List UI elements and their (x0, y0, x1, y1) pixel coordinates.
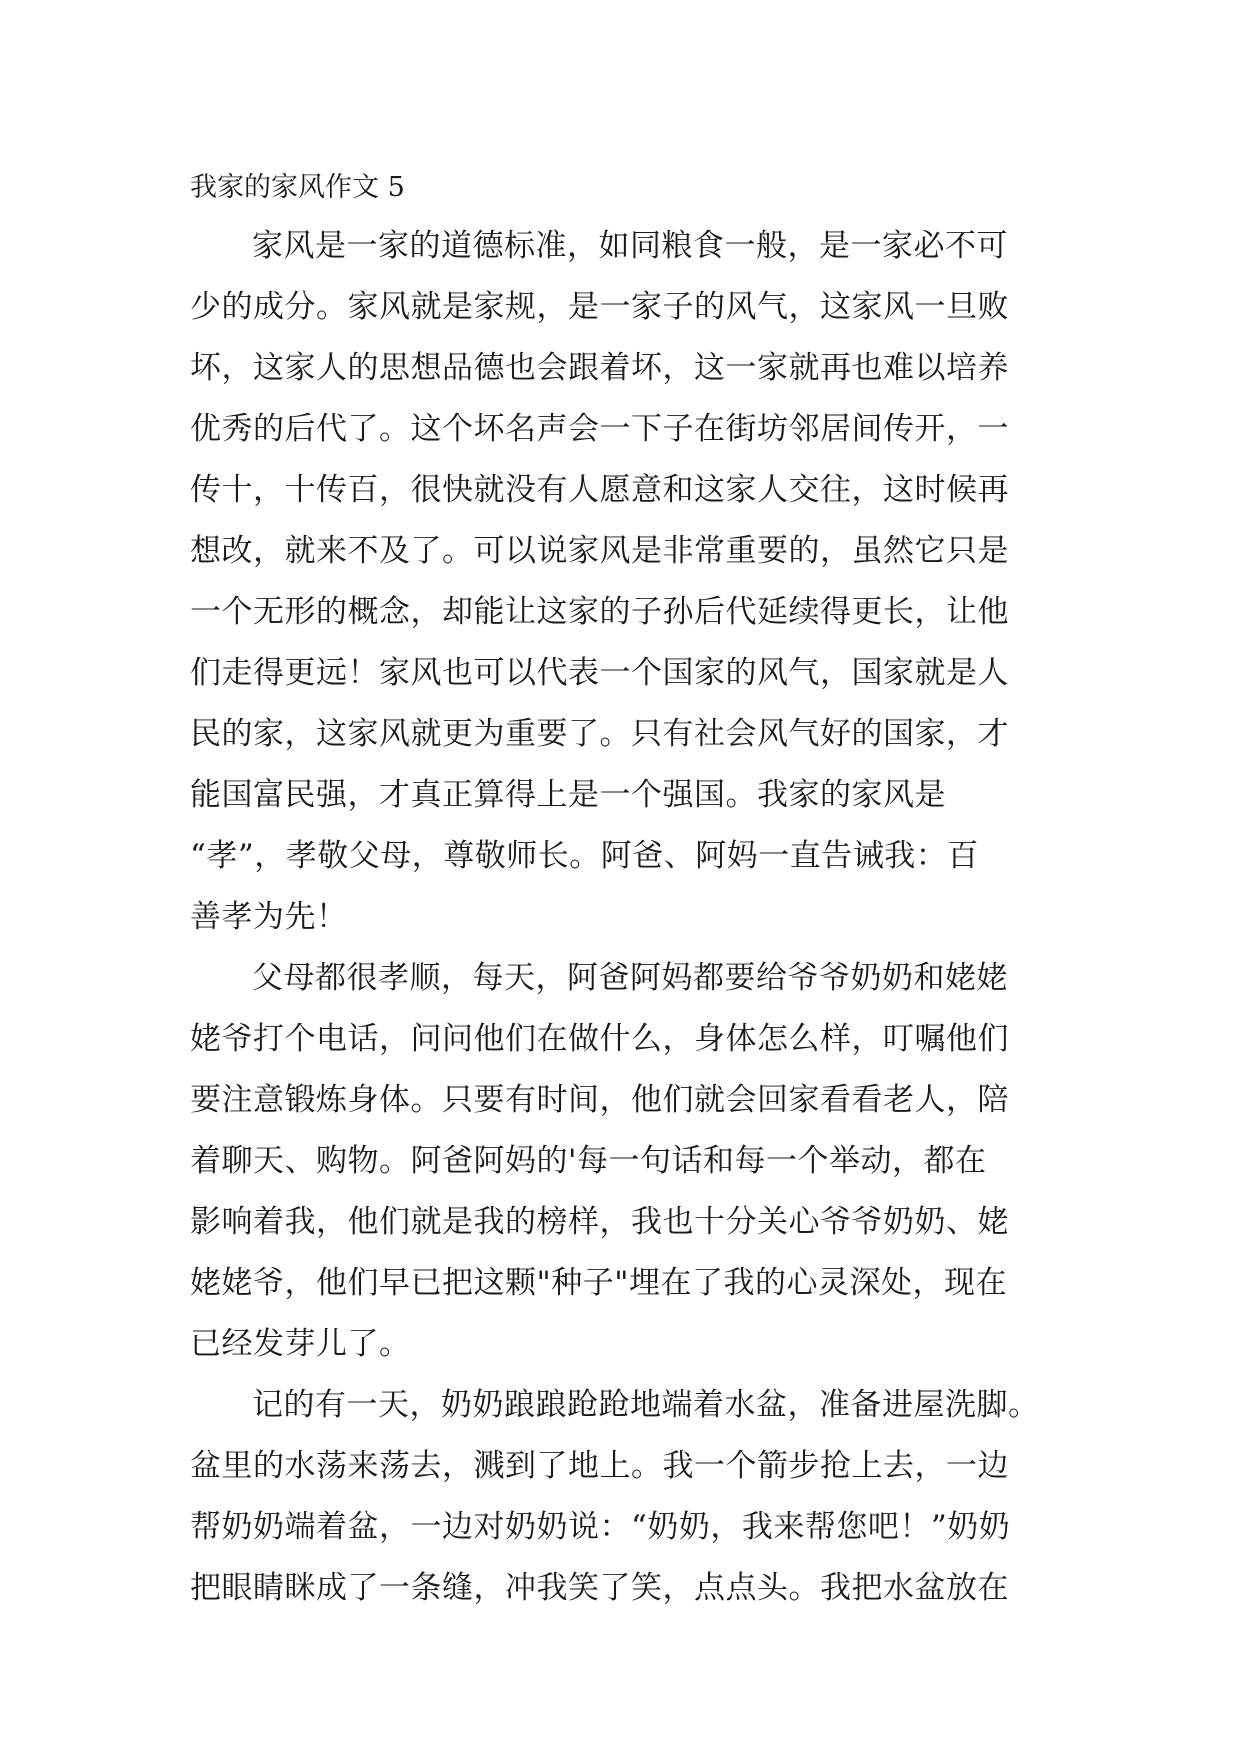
text-line: 想改，就来不及了。可以说家风是非常重要的，虽然它只是 (190, 533, 1009, 569)
document-title: 我家的家风作文 5 (190, 172, 405, 203)
text-line: 影响着我，他们就是我的榜样，我也十分关心爷爷奶奶、姥 (190, 1204, 1009, 1240)
paragraph-3 (190, 1375, 1056, 1619)
text-line: 姥姥爷，他们早已把这颗"种子"埋在了我的心灵深处，现在 (190, 1265, 1008, 1301)
text-line: 父母都很孝顺，每天，阿爸阿妈都要给爷爷奶奶和姥姥 (252, 960, 1008, 996)
document-body (190, 160, 1056, 1619)
text-line: 记的有一天，奶奶踉踉跄跄地端着水盆，准备进屋洗脚。 (252, 1387, 1040, 1423)
text-line: 把眼睛眯成了一条缝，冲我笑了笑，点点头。我把水盆放在 (190, 1570, 1009, 1606)
text-line: 着聊天、购物。阿爸阿妈的'每一句话和每一个举动，都在 (190, 1143, 987, 1179)
text-line: 一个无形的概念，却能让这家的子孙后代延续得更长，让他 (190, 594, 1009, 630)
text-line: 传十，十传百，很快就没有人愿意和这家人交往，这时候再 (190, 472, 1009, 508)
text-line: 家风是一家的道德标准，如同粮食一般，是一家必不可 (252, 228, 1008, 264)
paragraph-1 (190, 216, 1056, 948)
text-line: 帮奶奶端着盆，一边对奶奶说：“奶奶，我来帮您吧！”奶奶 (190, 1509, 1011, 1545)
text-line: 们走得更远！家风也可以代表一个国家的风气，国家就是人 (190, 655, 1009, 691)
text-line: 已经发芽儿了。 (190, 1326, 411, 1362)
text-line: 能国富民强，才真正算得上是一个强国。我家的家风是 (190, 777, 946, 813)
text-line: 优秀的后代了。这个坏名声会一下子在街坊邻居间传开，一 (190, 411, 1009, 447)
text-line: 姥爷打个电话，问问他们在做什么，身体怎么样，叮嘱他们 (190, 1021, 1009, 1057)
text-line: 盆里的水荡来荡去，溅到了地上。我一个箭步抢上去，一边 (190, 1448, 1009, 1484)
text-line: 坏，这家人的思想品德也会跟着坏，这一家就再也难以培养 (190, 350, 1009, 386)
text-line: 民的家，这家风就更为重要了。只有社会风气好的国家，才 (190, 716, 1009, 752)
paragraph-2 (190, 948, 1056, 1375)
text-line: 少的成分。家风就是家规，是一家子的风气，这家风一旦败 (190, 289, 1009, 325)
text-line: “孝”，孝敬父母，尊敬师长。阿爸、阿妈一直告诫我：百 (190, 838, 979, 874)
text-line: 善孝为先！ (190, 899, 348, 935)
text-line: 要注意锻炼身体。只要有时间，他们就会回家看看老人，陪 (190, 1082, 1009, 1118)
